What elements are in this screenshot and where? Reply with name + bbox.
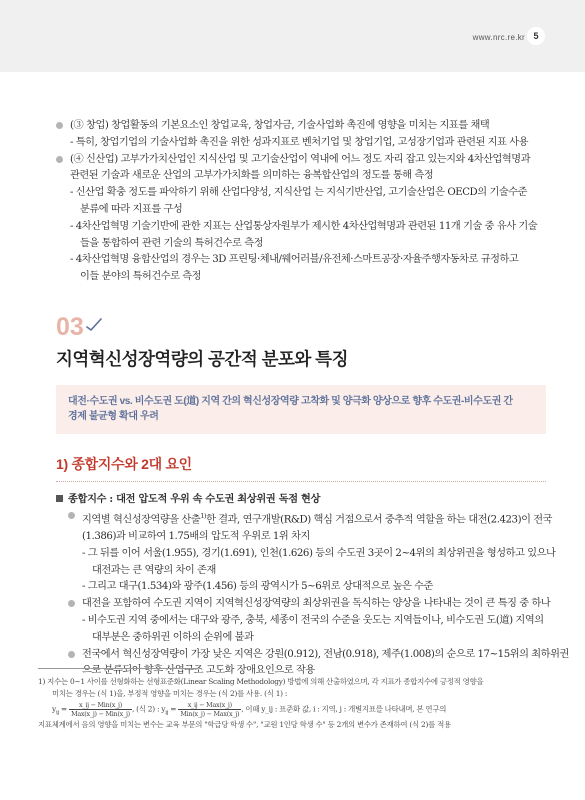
page-number: 5: [527, 27, 545, 45]
dash-capital-region: - 그 뒤를 이어 서울(1.955), 경기(1.691), 인천(1.626) 등의 수도권 3곳이 2~4위의 최상위권을 형성하고 있으나: [82, 547, 556, 559]
section-03: 03 지역혁신성장역량의 공간적 분포와 특징 대전·수도권 vs. 비수도권 도(道) 지역 간의 혁신성장역량 고착화 및 양극화 양상으로 향후 수도권-비수도권 간 경제 불균형 확대 우려 1) 종합지수와 2대 요인 종합지수 : 대전 압도적 우위 속 수도권 최상위권 독점 현상 지역별 혁신성장역량을 산출$^{1)}$한 결과, 연구개발(R&D) 핵심 거점으로서 중추적 역할을 하는 대전(2.423)이 전국 (1.386)과 비교하여 1.75배의 압도적 우위로 1위 차지 - 그 뒤를 이어 서울(1.955), 경기(1.691), 인천(1.626) 등의 수도권 3곳이 2~4위의 최상위권을 형성하고 있으나 대전과는 큰 역량의 차이 존재 - 그리고 대구(1.534)와 광주(1.456) 등의 광역시가 5~6위로 상대적으로 높은 수준 대전을 포함하여 수도권 지역이 지역혁신성장역량의 최상위권을 독식하는 양상을 나타내는 것이 큰 특징 중 하나 - 비수도권 지역 중에서는 대구와 광주, 충북, 세종이 전국의 수준을 웃도는 지역들이나, 비수도권 도(道) 지역의 대부분은 중하위권 이하의 순위에 불과 전국에서 혁신성장역량이 가장 낮은 지역은 강원(0.912), 전남(0.918), 제주(1.008)의 순으로 17~15위의 최하위권 으로 분류되어 향후 산업구조 고도화 장애요인으로 작용: [56, 312, 569, 677]
bullet-dot-icon: [56, 156, 63, 163]
bullet-dominance: 대전을 포함하여 수도권 지역이 지역혁신성장역량의 최상위권을 독식하는 양상을 나타내는 것이 큰 특징 중 하나: [68, 596, 546, 613]
square-bullet-icon: [56, 495, 63, 502]
footnote: 1) 지수는 0~1 사이를 선형화하는 선형표준화(Linear Scaling Methodology) 방법에 의해 산출하였으며, 각 지표가 종합지수에 긍정적 영향을 미치는 경우는 (식 1)을, 부정적 영향을 미치는 경우는 (식 2)를 사용. (식 1) : $y_{ij}$ = x_ij − Min(x_j) Max(x_j) − Min(x_j) , (식 2) : $y_{ij}$ = x_ij − Max(x_j) Min(x_j) − Max(x_j) , 이때 y_ij : 표준화 값, i : 지역, j : 개별지표를 나타내며, 본 연구의 지표체계에서 음의 영향을 미치는 변수는 교육 부문의 "학급당 학생 수", "교원 1인당 학생 수" 등 2개의 변수가 존재하여 (식 2)를 적용: [38, 676, 552, 732]
dash-new-industry-2: - 4차산업혁명 기술기반에 관한 지표는 산업통상자원부가 제시한 4차산업혁명과 관련된 11개 기술 중 유사 기술: [70, 220, 538, 232]
check-icon: [86, 318, 102, 332]
bullet-dot-icon: [68, 600, 75, 607]
footnote-divider: [38, 668, 198, 669]
subsection-heading: 1) 종합지수와 2대 요인: [56, 455, 192, 472]
dash-non-capital: - 비수도권 지역 중에서는 대구와 광주, 충북, 세종이 전국의 수준을 웃도는 지역들이나, 비수도권 도(道) 지역의: [82, 614, 544, 626]
main-content: (③ 창업) 창업활동의 기본요소인 창업교육, 창업자금, 기술사업화 촉진에 영향을 미치는 지표를 채택 - 특히, 창업기업의 기술사업화 촉진을 위한 성과지표로 벤처기업 및 창업기업, 고성장기업과 관련된 지표 사용 (④ 신산업) 고부가가치산업인 지식산업 및 고기술산업이 역내에 어느 정도 자리 잡고 있는지와 4차산업혁명과 관련된 기술과 새로운 산업의 고부가가치화를 의미하는 융복합산업의 정도를 통해 측정 - 신산업 확충 정도를 파악하기 위해 산업다양성, 지식산업 는 지식기반산업, 고기술산업은 OECD의 기술수준 분류에 따라 지표를 구성 - 4차산업혁명 기술기반에 관한 지표는 산업통상자원부가 제시한 4차산업혁명과 관련된 11개 기술 중 유사 기술 들을 통합하여 관련 기술의 특허건수로 측정 - 4차산업혁명 융합산업의 경우는 3D 프린팅·체내/웨어러블/유전체·스마트공장·자율주행자동차로 규정하고 이들 분야의 특허건수로 측정 03 지역혁신성장역량의 공간적 분포와 특징 대전·수도권 vs. 비수도권 도(道) 지역 간의 혁신성장역량 고착화 및 양극화 양상으로 향후 수도권-비수도권 간 경제 불균형 확대 우려 1) 종합지수와 2대 요인 종합지수 : 대전 압도적 우위 속 수도권 최상위권 독점 현상 지역별 혁신성장역량을 산출$^{1)}$한 결과, 연구개발(R&D) 핵심 거점으로서 중추적 역할을 하는 대전(2.423)이 전국 (1.386)과 비교하여 1.75배의 압도적 우위로 1위 차지 - 그 뒤를 이어 서울(1.955), 경기(1.691), 인천(1.626) 등의 수도권 3곳이 2~4위의 최상위권을 형성하고 있으나 대전과는 큰 역량의 차이 존재 - 그리고 대구(1.534)와 광주(1.456) 등의 광역시가 5~6위로 상대적으로 높은 수준 대전을 포함하여 수도권 지역이 지역혁신성장역량의 최상위권을 독식하는 양상을 나타내는 것이 큰 특징 중 하나 - 비수도권 지역 중에서는 대구와 광주, 충북, 세종이 전국의 수준을 웃도는 지역들이나, 비수도권 도(道) 지역의 대부분은 중하위권 이하의 순위에 불과 전국에서 혁신성장역량이 가장 낮은 지역은 강원(0.912), 전남(0.918), 제주(1.008)의 순으로 17~15위의 최하위권 으로 분류되어 향후 산업구조 고도화 장애요인으로 작용: [56, 118, 546, 680]
footnote-formula: $y_{ij}$ = x_ij − Min(x_j) Max(x_j) − Min(x_j) , (식 2) : $y_{ij}$ = x_ij − Max(x_j) Min(x_j) − Max(x_j) , 이때 y_ij : 표준화 값, i : 지역, j : 개별지표를 나타내며, 본 연구의: [52, 700, 447, 718]
bullet-lowest: 전국에서 혁신성장역량이 가장 낮은 지역은 강원(0.912), 전남(0.918), 제주(1.008)의 순으로 17~15위의 최하위권: [68, 647, 546, 664]
square-heading: 종합지수 : 대전 압도적 우위 속 수도권 최상위권 독점 현상: [56, 491, 546, 508]
dash-metro-cities: - 그리고 대구(1.534)와 광주(1.456) 등의 광역시가 5~6위로 상대적으로 높은 수준: [82, 581, 433, 593]
bullet-dot-icon: [68, 512, 75, 519]
divider: [56, 481, 546, 482]
bullet-new-industry: (④ 신산업) 고부가가치산업인 지식산업 및 고기술산업이 역내에 어느 정도 자리 잡고 있는지와 4차산업혁명과: [56, 152, 546, 169]
dash-new-industry-1: - 신산업 확충 정도를 파악하기 위해 산업다양성, 지식산업 는 지식기반산업, 고기술산업은 OECD의 기술수준: [70, 187, 528, 199]
section-summary-box: 대전·수도권 vs. 비수도권 도(道) 지역 간의 혁신성장역량 고착화 및 양극화 양상으로 향후 수도권-비수도권 간 경제 불균형 확대 우려: [56, 385, 546, 434]
bullet-dot-icon: [56, 122, 63, 129]
section-number: 03: [56, 314, 84, 340]
bullet-index-result: 지역별 혁신성장역량을 산출$^{1)}$한 결과, 연구개발(R&D) 핵심 거점으로서 중추적 역할을 하는 대전(2.423)이 전국: [68, 508, 546, 529]
dash-startup: - 특히, 창업기업의 기술사업화 촉진을 위한 성과지표로 벤처기업 및 창업기업, 고성장기업과 관련된 지표 사용: [70, 136, 529, 148]
section-title: 지역혁신성장역량의 공간적 분포와 특징: [56, 348, 348, 369]
footnote-ref[interactable]: 1): [200, 511, 207, 520]
dash-new-industry-3: - 4차산업혁명 융합산업의 경우는 3D 프린팅·체내/웨어러블/유전체·스마트공장·자율주행자동차로 규정하고: [70, 254, 519, 266]
site-url[interactable]: www.nrc.re.kr: [472, 33, 525, 42]
bullet-dot-icon: [68, 651, 75, 658]
bullet-startup: (③ 창업) 창업활동의 기본요소인 창업교육, 창업자금, 기술사업화 촉진에 영향을 미치는 지표를 채택: [56, 118, 546, 135]
